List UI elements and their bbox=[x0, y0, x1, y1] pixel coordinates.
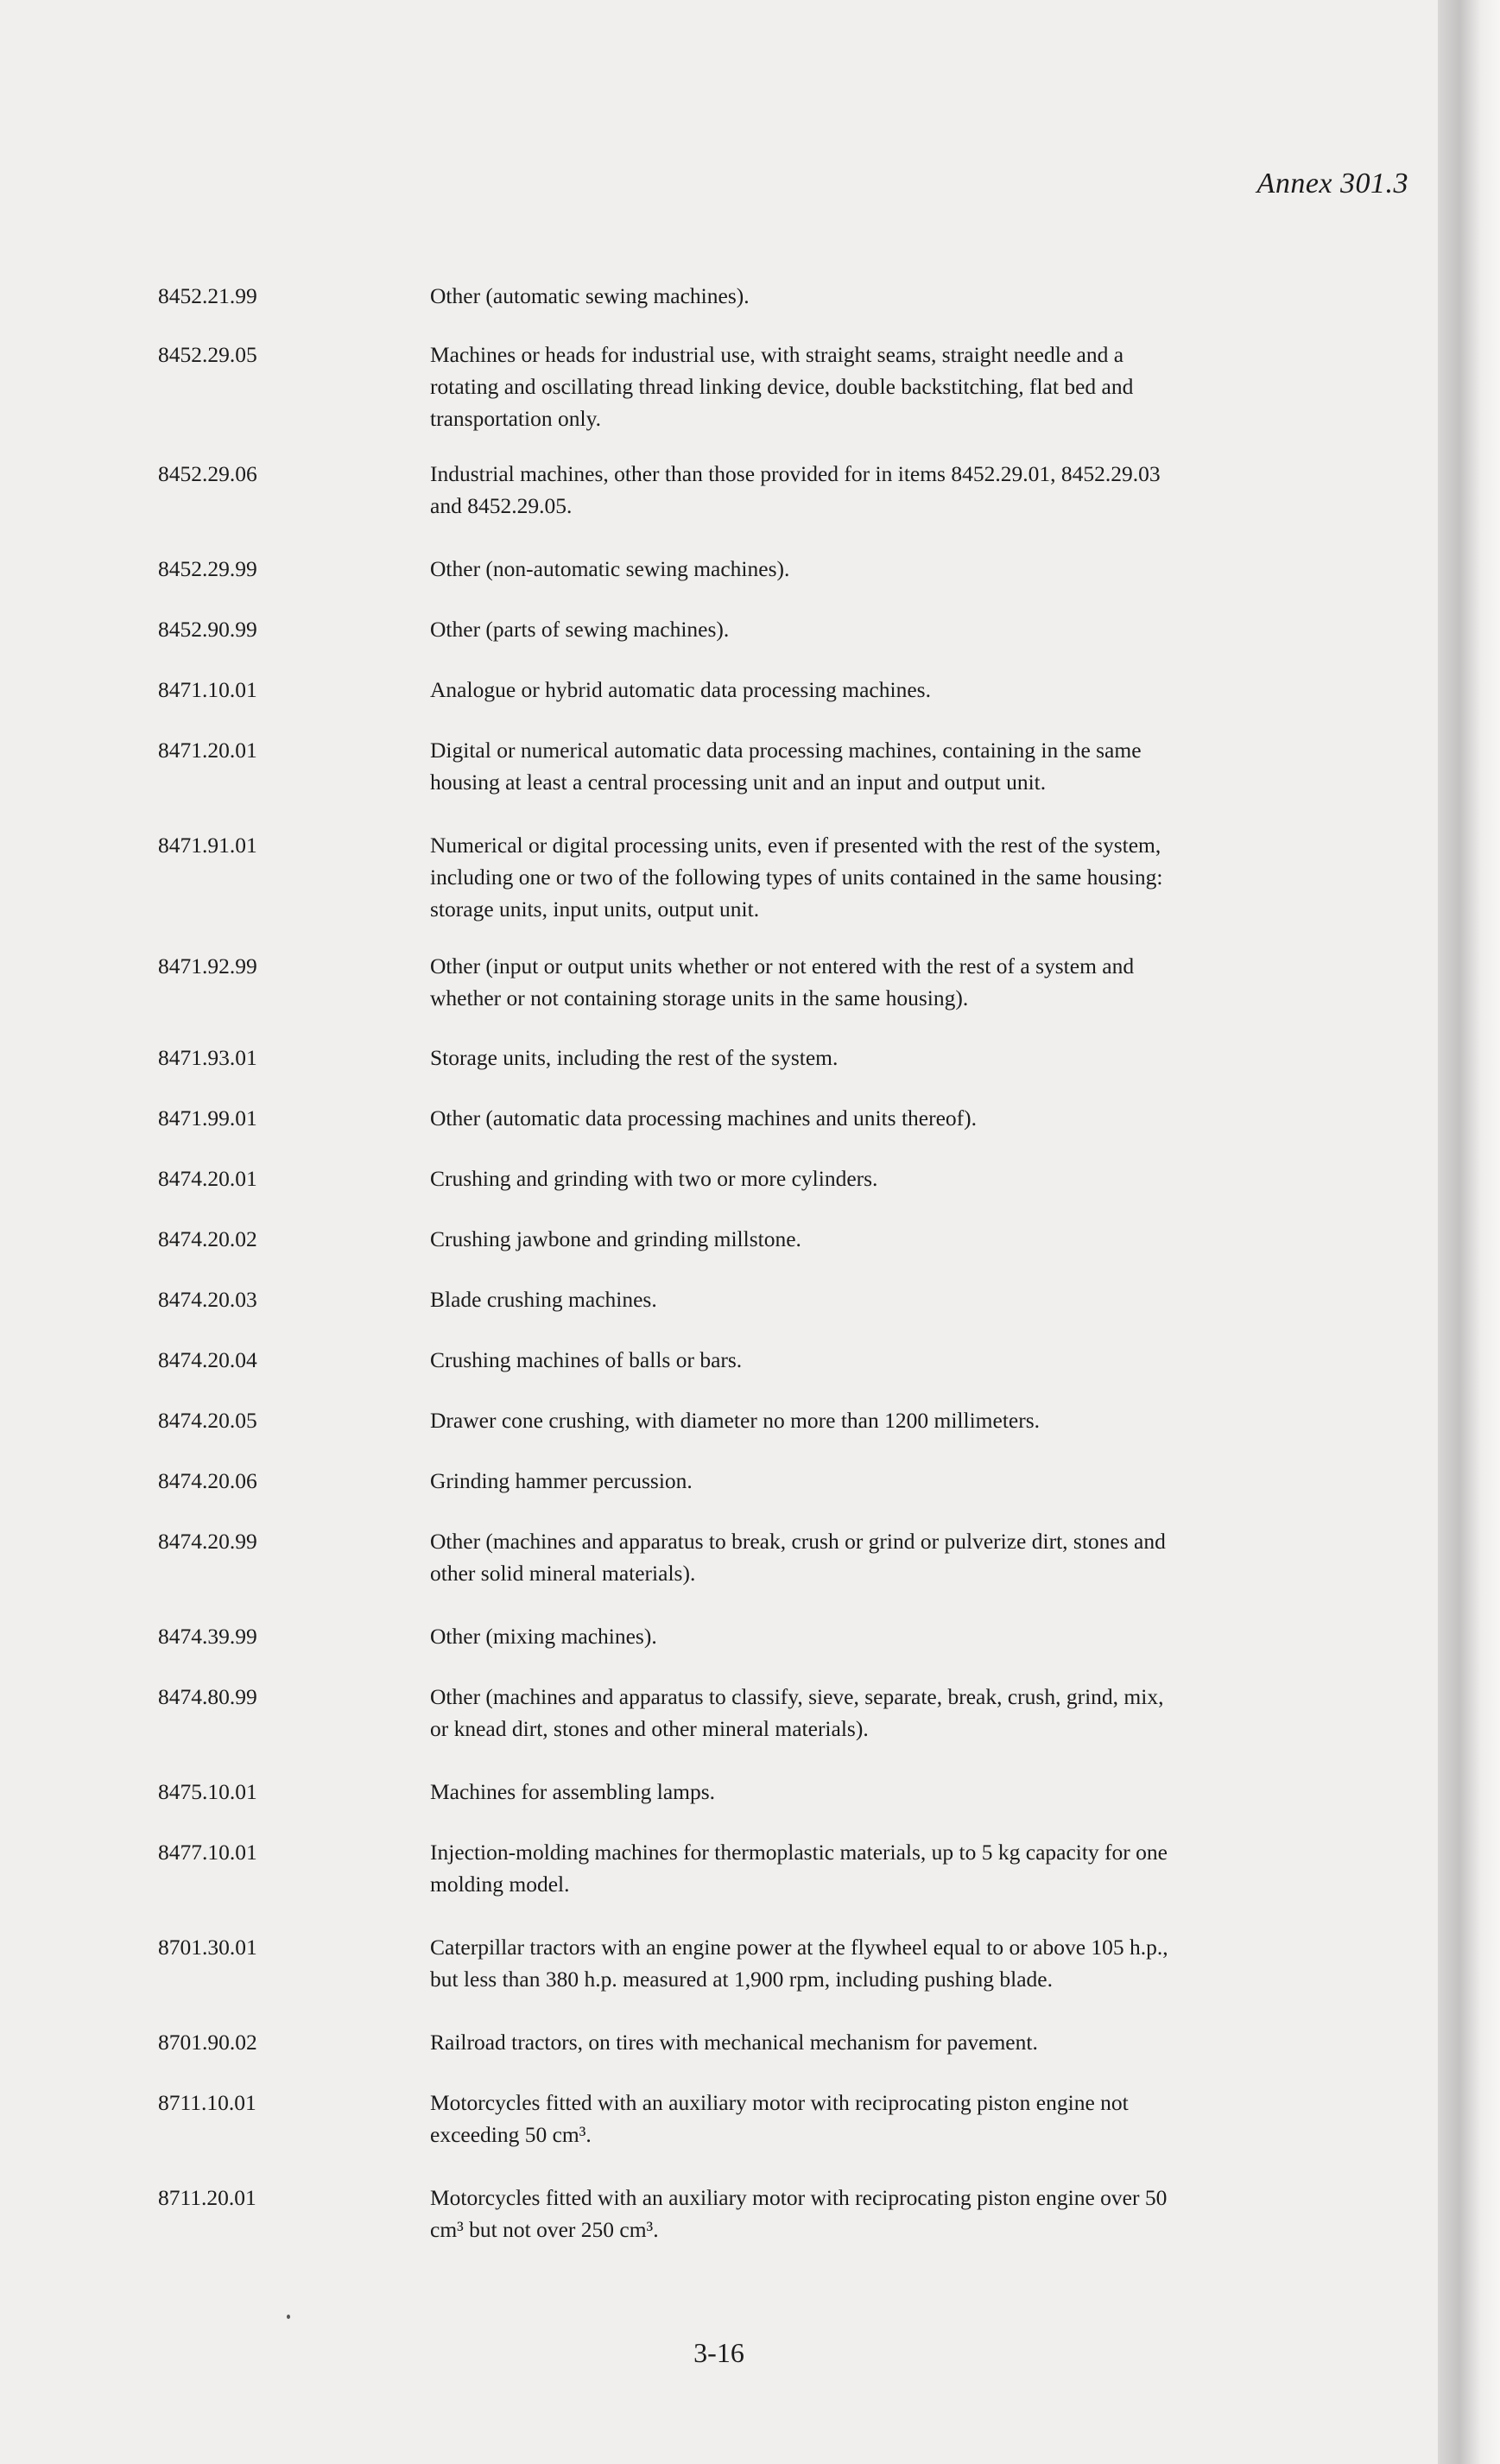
description-line: but less than 380 h.p. measured at 1,900 rpm, including pushing blade. bbox=[430, 1967, 1053, 1992]
tariff-description bbox=[430, 553, 1320, 585]
tariff-description bbox=[430, 1344, 1320, 1376]
tariff-code: 8474.80.99 bbox=[158, 1684, 257, 1709]
tariff-description bbox=[430, 1283, 1320, 1315]
tariff-code: 8452.90.99 bbox=[158, 617, 257, 642]
tariff-code: 8474.20.04 bbox=[158, 1347, 257, 1372]
description-line: Machines for assembling lamps. bbox=[430, 1779, 716, 1804]
annex-label: Annex 301.3 bbox=[1256, 168, 1408, 200]
page-binding-edge bbox=[1438, 0, 1500, 2464]
tariff-description bbox=[430, 950, 1320, 1014]
tariff-code: 8474.20.06 bbox=[158, 1468, 257, 1493]
tariff-description bbox=[430, 734, 1320, 798]
tariff-description bbox=[430, 1102, 1320, 1134]
tariff-description bbox=[430, 1776, 1320, 1808]
description-line: Motorcycles fitted with an auxiliary motor with reciprocating piston engine over 50 bbox=[430, 2185, 1168, 2210]
tariff-description bbox=[430, 2026, 1320, 2058]
tariff-code: 8471.92.99 bbox=[158, 953, 257, 979]
tariff-description bbox=[430, 2182, 1320, 2245]
description-line: Other (mixing machines). bbox=[430, 1624, 657, 1649]
description-line: rotating and oscillating thread linking device, double backstitching, flat bed and bbox=[430, 374, 1134, 399]
description-line: Railroad tractors, on tires with mechanical mechanism for pavement. bbox=[430, 2030, 1038, 2055]
description-line: Other (machines and apparatus to break, crush or grind or pulverize dirt, stones and bbox=[430, 1529, 1166, 1554]
tariff-code: 8474.20.05 bbox=[158, 1408, 257, 1433]
description-line: exceeding 50 cm³. bbox=[430, 2122, 592, 2147]
tariff-description bbox=[430, 1223, 1320, 1255]
description-line: storage units, input units, output unit. bbox=[430, 896, 760, 922]
description-line: other solid mineral materials). bbox=[430, 1561, 696, 1586]
tariff-code: 8701.90.02 bbox=[158, 2030, 257, 2055]
tariff-description bbox=[430, 1404, 1320, 1436]
description-line: Crushing and grinding with two or more cylinders. bbox=[430, 1166, 878, 1191]
tariff-description bbox=[430, 1525, 1320, 1589]
tariff-description bbox=[430, 829, 1320, 925]
description-line: Other (automatic sewing machines). bbox=[430, 283, 750, 308]
description-line: Other (automatic data processing machines and units thereof). bbox=[430, 1105, 978, 1131]
description-line: and 8452.29.05. bbox=[430, 493, 573, 518]
tariff-description bbox=[430, 1465, 1320, 1497]
tariff-code: 8474.20.02 bbox=[158, 1226, 257, 1251]
description-line: Crushing jawbone and grinding millstone. bbox=[430, 1226, 801, 1251]
tariff-description bbox=[430, 1931, 1320, 1995]
description-line: or knead dirt, stones and other mineral materials). bbox=[430, 1716, 869, 1741]
tariff-code: 8701.30.01 bbox=[158, 1935, 257, 1960]
description-line: Machines or heads for industrial use, with straight seams, straight needle and a bbox=[430, 342, 1124, 367]
description-line: Grinding hammer percussion. bbox=[430, 1468, 693, 1493]
description-line: Other (input or output units whether or not entered with the rest of a system and bbox=[430, 953, 1135, 979]
description-line: whether or not containing storage units in the same housing). bbox=[430, 985, 969, 1010]
tariff-code: 8452.21.99 bbox=[158, 283, 257, 308]
tariff-description bbox=[430, 2087, 1320, 2150]
tariff-code: 8474.20.99 bbox=[158, 1529, 257, 1554]
tariff-code: 8711.10.01 bbox=[158, 2090, 256, 2115]
tariff-code: 8471.99.01 bbox=[158, 1105, 257, 1131]
tariff-code: 8474.20.01 bbox=[158, 1166, 257, 1191]
description-line: cm³ but not over 250 cm³. bbox=[430, 2217, 659, 2242]
tariff-code: 8452.29.99 bbox=[158, 556, 257, 581]
tariff-description bbox=[430, 458, 1320, 522]
tariff-description bbox=[430, 1681, 1320, 1745]
tariff-code: 8711.20.01 bbox=[158, 2185, 256, 2210]
description-line: Numerical or digital processing units, even if presented with the rest of the system, bbox=[430, 833, 1161, 858]
tariff-code: 8452.29.06 bbox=[158, 461, 257, 486]
page-number: 3-16 bbox=[693, 2337, 744, 2368]
tariff-code: 8477.10.01 bbox=[158, 1840, 257, 1865]
tariff-code: 8475.10.01 bbox=[158, 1779, 257, 1804]
description-line: Motorcycles fitted with an auxiliary motor with reciprocating piston engine not bbox=[430, 2090, 1129, 2115]
tariff-description bbox=[430, 1162, 1320, 1194]
description-line: Digital or numerical automatic data processing machines, containing in the same bbox=[430, 738, 1142, 763]
tariff-description bbox=[430, 280, 1320, 312]
description-line: including one or two of the following types of units contained in the same housing: bbox=[430, 865, 1163, 890]
description-line: Analogue or hybrid automatic data processing machines. bbox=[430, 677, 931, 702]
description-line: Industrial machines, other than those provided for in items 8452.29.01, 8452.29.03 bbox=[430, 461, 1161, 486]
tariff-description bbox=[430, 674, 1320, 706]
tariff-description bbox=[430, 1836, 1320, 1900]
tariff-description bbox=[430, 1620, 1320, 1652]
tariff-description bbox=[430, 1042, 1320, 1074]
dust-speck bbox=[287, 2315, 290, 2319]
description-line: Blade crushing machines. bbox=[430, 1287, 657, 1312]
tariff-code: 8471.93.01 bbox=[158, 1045, 257, 1070]
tariff-description bbox=[430, 613, 1320, 645]
tariff-code: 8471.20.01 bbox=[158, 738, 257, 763]
description-line: Other (machines and apparatus to classify, sieve, separate, break, crush, grind, mix, bbox=[430, 1684, 1164, 1709]
description-line: housing at least a central processing unit and an input and output unit. bbox=[430, 770, 1047, 795]
description-line: Injection-molding machines for thermoplastic materials, up to 5 kg capacity for one bbox=[430, 1840, 1168, 1865]
tariff-code: 8474.39.99 bbox=[158, 1624, 257, 1649]
tariff-code: 8471.91.01 bbox=[158, 833, 257, 858]
description-line: Caterpillar tractors with an engine power at the flywheel equal to or above 105 h.p., bbox=[430, 1935, 1168, 1960]
description-line: Drawer cone crushing, with diameter no more than 1200 millimeters. bbox=[430, 1408, 1041, 1433]
tariff-code: 8452.29.05 bbox=[158, 342, 257, 367]
tariff-code: 8474.20.03 bbox=[158, 1287, 257, 1312]
description-line: Other (parts of sewing machines). bbox=[430, 617, 730, 642]
tariff-code: 8471.10.01 bbox=[158, 677, 257, 702]
description-line: Other (non-automatic sewing machines). bbox=[430, 556, 790, 581]
description-line: Storage units, including the rest of the system. bbox=[430, 1045, 839, 1070]
description-line: transportation only. bbox=[430, 406, 602, 431]
tariff-description bbox=[430, 339, 1320, 434]
description-line: molding model. bbox=[430, 1872, 570, 1897]
description-line: Crushing machines of balls or bars. bbox=[430, 1347, 743, 1372]
